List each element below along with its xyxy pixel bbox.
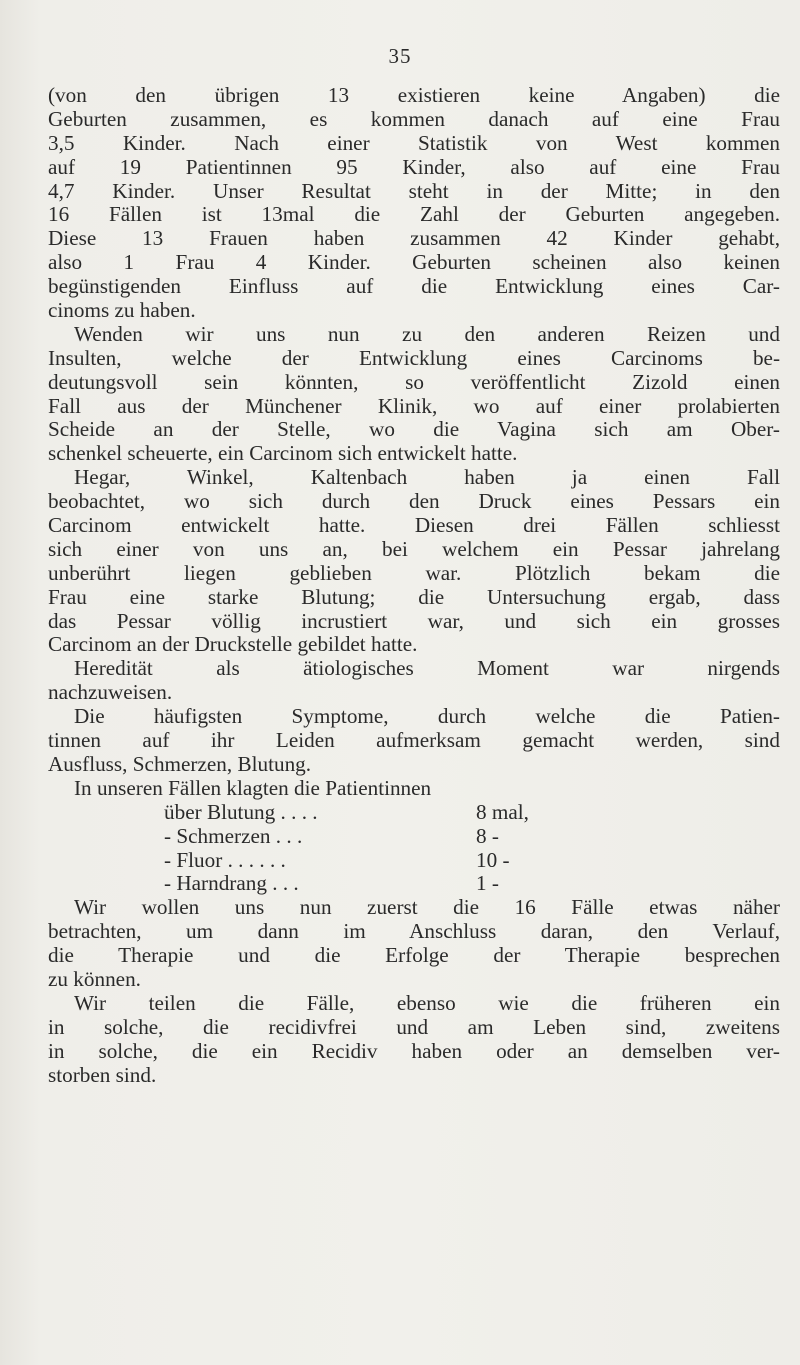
text-line: zu können. [48, 966, 141, 991]
text-line: Die häufigsten Symptome, durch welche die Patien- [74, 704, 780, 729]
text-line: schenkel scheuerte, ein Carcinom sich entwickelt hatte. [48, 441, 518, 466]
tabulation-label: über Blutung . . . . [164, 799, 318, 824]
text-line: In unseren Fällen klagten die Patientinnen [74, 775, 432, 800]
tabulation-value: 8 - [476, 823, 499, 848]
tabulation-value: 10 - [476, 847, 510, 872]
text-line: storben sind. [48, 1062, 157, 1087]
text-line: Wenden wir uns nun zu den anderen Reizen und [74, 321, 780, 346]
text-line: unberührt liegen geblieben war. Plötzlich bekam die [48, 560, 780, 585]
text-line: Insulten, welche der Entwicklung eines Carcinoms be- [48, 345, 780, 370]
tabulation-row [48, 872, 780, 896]
text-line: auf 19 Patientinnen 95 Kinder, also auf eine Frau [48, 154, 780, 179]
text-line: beobachtet, wo sich durch den Druck eines Pessars ein [48, 489, 780, 514]
text-line: in solche, die ein Recidiv haben oder an demselben ver- [48, 1038, 780, 1063]
text-line: Diese 13 Frauen haben zusammen 42 Kinder gehabt, [48, 226, 780, 251]
text-line: cinoms zu haben. [48, 298, 196, 323]
text-line: das Pessar völlig incrustiert war, und sich ein grosses [48, 608, 780, 633]
text-line: 4,7 Kinder. Unser Resultat steht in der Mitte; in den [48, 178, 780, 203]
text-line: in solche, die recidivfrei und am Leben sind, zweitens [48, 1014, 780, 1039]
text-line: sich einer von uns an, bei welchem ein Pessar jahrelang [48, 536, 780, 561]
tabulation-row [48, 849, 780, 873]
text-line: nachzuweisen. [48, 680, 173, 705]
text-line: begünstigenden Einfluss auf die Entwicklung eines Car- [48, 274, 780, 299]
text-line: Heredität als ätiologisches Moment war nirgends [74, 656, 780, 681]
text-line: Geburten zusammen, es kommen danach auf eine Frau [48, 106, 780, 131]
tabulation-value: 1 - [476, 871, 499, 896]
text-line: Scheide an der Stelle, wo die Vagina sich am Ober- [48, 417, 780, 442]
page-number: 35 [388, 44, 412, 68]
text-line: tinnen auf ihr Leiden aufmerksam gemacht werden, sind [48, 728, 780, 753]
text-line: Carcinom an der Druckstelle gebildet hatte. [48, 632, 418, 657]
text-line: 16 Fällen ist 13mal die Zahl der Geburten angegeben. [48, 202, 780, 227]
text-line: Wir teilen die Fälle, ebenso wie die früheren ein [74, 990, 780, 1015]
text-line: also 1 Frau 4 Kinder. Geburten scheinen also keinen [48, 250, 780, 275]
body-text [48, 84, 780, 1087]
text-line: Fall aus der Münchener Klinik, wo auf einer prolabierten [48, 393, 780, 418]
text-line: Frau eine starke Blutung; die Untersuchung ergab, dass [48, 584, 780, 609]
tabulation-row [48, 801, 780, 825]
text-line: Ausfluss, Schmerzen, Blutung. [48, 751, 312, 776]
text-line: Carcinom entwickelt hatte. Diesen drei Fällen schliesst [48, 513, 780, 538]
text-line: Wir wollen uns nun zuerst die 16 Fälle etwas näher [74, 895, 780, 920]
text-line: die Therapie und die Erfolge der Therapie besprechen [48, 943, 780, 968]
text-line: 3,5 Kinder. Nach einer Statistik von West kommen [48, 130, 780, 155]
tabulation-label: - Schmerzen . . . [164, 823, 303, 848]
text-line: betrachten, um dann im Anschluss daran, den Verlauf, [48, 919, 780, 944]
text-line: deutungsvoll sein könnten, so veröffentlicht Zizold einen [48, 369, 780, 394]
tabulation-value: 8 mal, [476, 799, 529, 824]
tabulation-label: - Harndrang . . . [164, 871, 299, 896]
text-line: Hegar, Winkel, Kaltenbach haben ja einen Fall [74, 465, 780, 490]
tabulation-label: - Fluor . . . . . . [164, 847, 286, 872]
text-line: (von den übrigen 13 existieren keine Angaben) die [48, 83, 780, 107]
tabulation-row [48, 825, 780, 849]
